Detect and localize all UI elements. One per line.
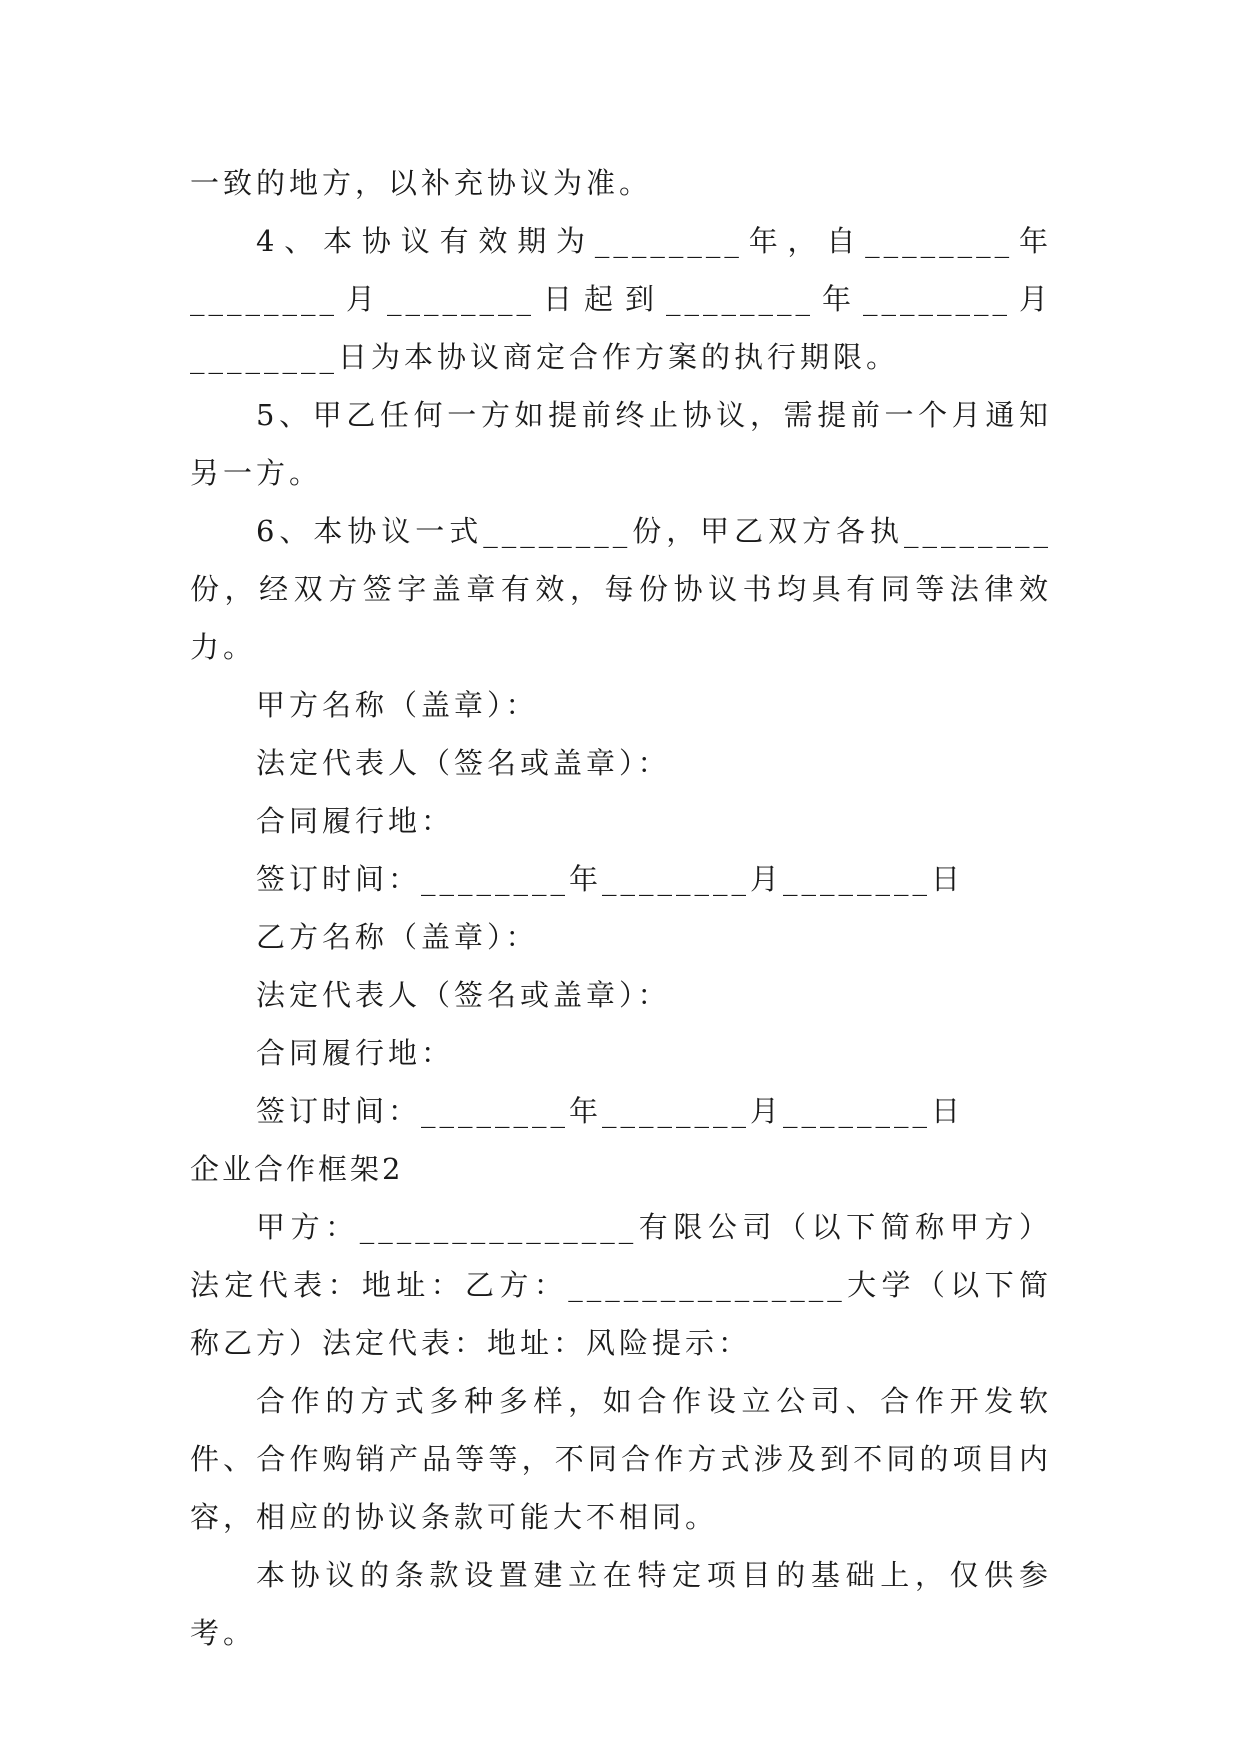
paragraph-continuation: 一致的地方，以补充协议为准。	[190, 166, 653, 200]
section-2-reference-note: 本协议的条款设置建立在特定项目的基础上，仅供参考。	[190, 1558, 1052, 1650]
party-b-rep-label: 法定代表人（签名或盖章）：	[256, 978, 671, 1012]
party-a-name-label: 甲方名称（盖章）：	[256, 688, 539, 722]
document-body	[190, 154, 1052, 1662]
party-a-signature-block	[190, 676, 1052, 908]
party-b-signature-block	[190, 908, 1052, 1140]
section-2-title: 企业合作框架2	[190, 1152, 404, 1186]
party-b-date-label: 签订时间：________年________月________日	[256, 1094, 965, 1128]
party-b-place-label: 合同履行地：	[256, 1036, 455, 1070]
party-a-date-label: 签订时间：________年________月________日	[256, 862, 965, 896]
section-2-parties: 甲方：_______________有限公司（以下简称甲方）法定代表：地址：乙方：_______________大学（以下简称乙方）法定代表：地址：风险提示：	[190, 1210, 1052, 1360]
paragraph-clause-5: 5、甲乙任何一方如提前终止协议，需提前一个月通知另一方。	[190, 398, 1052, 490]
section-2-risk-note: 合作的方式多种多样，如合作设立公司、合作开发软件、合作购销产品等等，不同合作方式涉及到不同的项目内容，相应的协议条款可能大不相同。	[190, 1384, 1052, 1534]
party-b-name-label: 乙方名称（盖章）：	[256, 920, 539, 954]
party-a-place-label: 合同履行地：	[256, 804, 455, 838]
paragraph-clause-6: 6、本协议一式________份，甲乙双方各执________份，经双方签字盖章有效，每份协议书均具有同等法律效力。	[190, 514, 1052, 664]
party-a-rep-label: 法定代表人（签名或盖章）：	[256, 746, 671, 780]
paragraph-clause-4: 4、本协议有效期为________年，自________年________月________日起到________年________月________日为本协议商定合作方案的执行期限。	[190, 224, 1052, 374]
